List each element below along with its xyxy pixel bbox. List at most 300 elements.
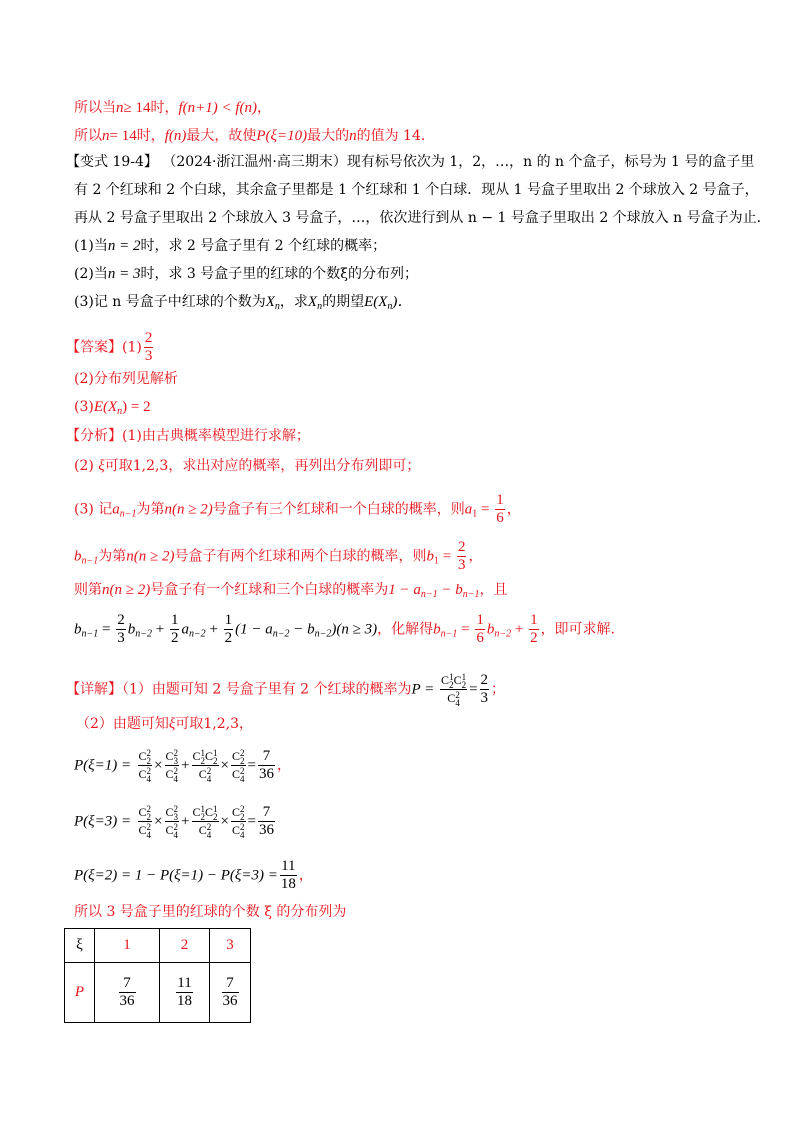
answer-label: 【答案】: [66, 339, 122, 356]
sub: 4: [173, 773, 179, 784]
numerator: 2: [144, 330, 153, 346]
script: [174, 749, 179, 765]
text: 号盒子有两个红球和两个白球的概率，则: [174, 548, 427, 565]
math: f(n): [164, 128, 187, 144]
sup: 2: [146, 821, 152, 832]
c: C: [205, 805, 214, 819]
math: =: [477, 501, 494, 518]
math: f(n+1) < f(n): [178, 100, 258, 116]
analysis-line-2: [74, 456, 420, 476]
times: ×: [154, 757, 163, 774]
table-cell: [210, 963, 251, 1023]
text: ；: [491, 681, 506, 698]
math: P(ξ=3) =: [74, 813, 132, 830]
text: (1)当: [74, 238, 108, 254]
math: n−1: [462, 589, 480, 600]
numerator: 11: [281, 858, 296, 874]
answer-line-3: [74, 397, 151, 422]
sup: 2: [146, 803, 152, 814]
text: 可取1,2,3，: [175, 716, 253, 732]
text: 时，求 3 号盒子里的红球的个数ξ的分布列；: [140, 266, 418, 282]
math: n(n ≥ 2): [126, 548, 175, 565]
times: ×: [154, 813, 163, 830]
plus: +: [181, 813, 190, 830]
equals: =: [247, 813, 256, 830]
analysis-line-5: [74, 580, 507, 605]
text: 时，: [136, 128, 165, 144]
equation-p3: [74, 804, 277, 839]
numerator: 1: [530, 612, 538, 628]
answer-line-2: (2)分布列见解析: [74, 371, 178, 387]
comb-fraction: [440, 672, 467, 707]
equation-p1: [74, 748, 291, 783]
c: C: [232, 749, 241, 763]
text: 的值为 14．: [356, 128, 435, 144]
math: n: [117, 406, 123, 417]
math: n−2: [135, 628, 152, 640]
sub: 3: [173, 755, 179, 766]
math: b: [74, 548, 82, 565]
problem-line-1: 【变式 19-4】 （2024·浙江温州·高三期末）现有标号依次为 1，2，…，n 的 n 个盒子，标号为 1 号的盒子里: [66, 154, 755, 170]
problem-line-2: 有 2 个红球和 2 个白球，其余盒子里都是 1 个红球和 1 个白球．现从 1 号盒子里取出 2 个球放入 2 号盒子，: [74, 182, 759, 198]
denominator: 3: [480, 690, 489, 706]
sup: 2: [173, 765, 179, 776]
text: 可取1,2,3，求出对应的概率，再列出分布列即可；: [104, 458, 421, 474]
numerator: [440, 672, 467, 690]
sub: 2: [240, 755, 245, 766]
table-header-xi: ξ: [65, 929, 95, 963]
fraction: [280, 858, 297, 893]
math: n(n ≥ 2): [102, 582, 151, 598]
math: n: [387, 301, 393, 312]
distribution-heading: 所以 3 号盒子里的红球的个数 ξ 的分布列为: [74, 904, 347, 920]
math: − b: [437, 582, 463, 598]
math: +: [511, 621, 528, 638]
denominator: 3: [117, 630, 125, 646]
answer-line-1: [66, 330, 155, 365]
script: [240, 767, 245, 783]
text: 所以当: [74, 100, 116, 116]
question-3: [74, 292, 412, 317]
script: [207, 823, 212, 839]
table-header-cell: 1: [95, 929, 160, 963]
math: = 14: [109, 128, 137, 144]
fraction: [224, 612, 234, 647]
c: C: [138, 767, 147, 781]
denominator: 36: [119, 993, 135, 1009]
math: X: [265, 294, 275, 310]
numerator: 1: [496, 492, 504, 508]
script: [147, 749, 152, 765]
math: 1: [472, 508, 478, 520]
denominator: 6: [496, 510, 504, 526]
text: ，即可求解.: [540, 621, 616, 638]
math: n = 3: [107, 266, 141, 282]
sub: 2: [213, 811, 218, 822]
analysis-line-4: [74, 539, 482, 574]
text: ，: [298, 867, 313, 884]
sup: 2: [206, 765, 212, 776]
math: 1: [433, 555, 439, 567]
fraction: [176, 975, 193, 1010]
text: 号盒子有一个红球和三个白球的概率为: [150, 582, 389, 598]
sup: 2: [146, 765, 152, 776]
script: [174, 805, 179, 821]
denominator: 3: [457, 557, 466, 573]
text: 为第: [98, 548, 127, 565]
math: 1 − a: [388, 582, 421, 598]
text: 时，求 2 号盒子里有 2 个红球的概率；: [140, 238, 387, 254]
times: ×: [220, 757, 229, 774]
question-1: [74, 236, 386, 256]
script: [455, 691, 460, 707]
text: (3): [74, 399, 94, 415]
math: P(ξ=2) = 1 − P(ξ=1) − P(ξ=3) =: [74, 867, 278, 884]
math: ≥ 14: [123, 100, 151, 116]
numerator: [192, 804, 219, 822]
numerator: 2: [457, 539, 466, 555]
math: =: [469, 681, 478, 698]
c: C: [453, 673, 462, 687]
script: [240, 749, 245, 765]
text: 最大的: [307, 128, 350, 144]
text: ，: [468, 548, 483, 565]
comb-fraction: [231, 748, 246, 783]
detail-line-1: [66, 672, 505, 707]
text: 所以: [74, 128, 102, 144]
sub: 4: [206, 773, 212, 784]
math: =: [98, 621, 115, 638]
numerator: 2: [480, 672, 489, 688]
math: n: [349, 128, 357, 144]
denominator: [231, 822, 246, 839]
numerator: [231, 804, 246, 822]
table-header-cell: 3: [210, 929, 251, 963]
detail-line-2: [76, 714, 253, 734]
numerator: 7: [222, 975, 239, 993]
fraction: [119, 975, 136, 1010]
text: (1): [122, 339, 142, 356]
table-row: [65, 963, 251, 1023]
fraction: [222, 975, 239, 1010]
text: ，化解得: [377, 621, 434, 638]
text: ，: [276, 757, 291, 774]
c: C: [138, 805, 147, 819]
numerator: 2: [117, 612, 125, 628]
comb-fraction: [231, 804, 246, 839]
sub: 2: [449, 679, 454, 690]
script: [174, 767, 179, 783]
sub: 4: [455, 697, 460, 708]
math: n: [274, 301, 280, 312]
sub: 3: [173, 811, 179, 822]
script: [240, 805, 245, 821]
math: a: [464, 501, 473, 518]
script: [213, 805, 218, 821]
sup: 2: [173, 803, 179, 814]
fraction: [258, 748, 275, 783]
denominator: 3: [144, 348, 153, 364]
sub: 2: [146, 755, 152, 766]
text: 则第: [74, 582, 102, 598]
denominator: [231, 766, 246, 783]
denominator: [192, 822, 219, 839]
text: ，求: [279, 294, 308, 310]
c: C: [232, 805, 241, 819]
c: C: [138, 823, 147, 837]
math: n: [102, 128, 110, 144]
conclusion-line-1: [74, 98, 271, 118]
analysis-line-3: [74, 492, 521, 527]
table-cell: [160, 963, 210, 1023]
sub: 4: [240, 773, 245, 784]
text: (3) 记: [74, 501, 113, 518]
script: [147, 767, 152, 783]
math: )．: [392, 294, 413, 310]
numerator: [138, 748, 153, 766]
denominator: 18: [280, 876, 296, 892]
sup: 1: [200, 747, 206, 758]
sup: 2: [240, 765, 245, 776]
math: a: [112, 501, 120, 518]
math: P =: [411, 681, 439, 698]
math: ξ: [98, 458, 105, 474]
conclusion-line-2: [74, 126, 435, 146]
math: n−1: [440, 628, 458, 640]
math: b: [127, 621, 136, 638]
sub: 2: [213, 755, 218, 766]
script: [174, 823, 179, 839]
text: (3)记 n 号盒子中红球的个数为: [74, 294, 266, 310]
c: C: [165, 823, 174, 837]
math: +: [205, 621, 222, 638]
comb-fraction: [138, 804, 153, 839]
text: 号盒子有三个红球和一个白球的概率，则: [212, 501, 465, 518]
script: [147, 805, 152, 821]
plus: +: [181, 757, 190, 774]
math: +: [151, 621, 168, 638]
denominator: 36: [258, 822, 274, 838]
denominator: 2: [224, 630, 233, 646]
sup: 2: [455, 689, 460, 700]
numerator: [192, 748, 219, 766]
math: =: [438, 548, 455, 565]
sup: 1: [213, 803, 218, 814]
fraction: [495, 492, 505, 527]
math: n: [116, 100, 124, 116]
text: (1)由古典概率模型进行求解；: [122, 428, 310, 444]
text: （1）由题可知 2 号盒子里有 2 个红球的概率为: [122, 681, 412, 698]
text: ，: [257, 100, 272, 116]
math: E(X: [364, 294, 388, 310]
c: C: [192, 749, 201, 763]
text: 的期望: [322, 294, 365, 310]
sup: 2: [206, 821, 212, 832]
comb-fraction: [165, 748, 180, 783]
numerator: [138, 804, 153, 822]
analysis-label: 【分析】: [66, 428, 122, 444]
c: C: [138, 749, 147, 763]
math: =: [457, 621, 474, 638]
fraction: [170, 612, 180, 647]
text: 最大，故使: [186, 128, 257, 144]
numerator: 1: [170, 612, 179, 628]
detail-label: 【详解】: [66, 681, 122, 698]
fraction: [144, 330, 154, 365]
script: [147, 823, 152, 839]
script: [462, 673, 467, 689]
c: C: [232, 823, 241, 837]
script: [213, 749, 218, 765]
text: (2)当: [74, 266, 108, 282]
c: C: [205, 749, 214, 763]
math: a: [181, 621, 189, 638]
sup: 1: [461, 671, 467, 682]
numerator: 1: [224, 612, 233, 628]
sub: 4: [206, 829, 212, 840]
sup: 2: [146, 747, 152, 758]
sup: 2: [173, 821, 179, 832]
comb-fraction: [192, 804, 219, 839]
denominator: [138, 766, 153, 783]
fraction: [529, 612, 539, 647]
sub: 4: [146, 829, 152, 840]
math: b: [486, 621, 495, 638]
table-row-label: P: [65, 963, 95, 1023]
problem-line-3: 再从 2 号盒子里取出 2 个球放入 3 号盒子，…，依次进行到从 n − 1 号盒子里取出 2 个球放入 n 号盒子为止．: [74, 210, 771, 226]
denominator: 6: [476, 630, 484, 646]
c: C: [165, 749, 174, 763]
numerator: 7: [119, 975, 136, 993]
numerator: [165, 804, 180, 822]
denominator: [138, 822, 153, 839]
c: C: [165, 767, 174, 781]
denominator: 2: [170, 630, 179, 646]
numerator: [165, 748, 180, 766]
comb-fraction: [165, 804, 180, 839]
distribution-table: [64, 928, 251, 1023]
table-row: [65, 929, 251, 963]
math: )(n ≥ 3): [331, 621, 378, 638]
sup: 1: [449, 671, 454, 682]
numerator: [231, 748, 246, 766]
sub: 4: [173, 829, 179, 840]
sup: 1: [200, 803, 206, 814]
denominator: [440, 690, 467, 707]
table-cell: [95, 963, 160, 1023]
c: C: [198, 823, 207, 837]
math: n−1: [81, 555, 99, 567]
analysis-line-1: [66, 426, 310, 446]
math: E(X: [93, 399, 118, 415]
comb-fraction: [192, 748, 219, 783]
c: C: [165, 805, 174, 819]
comb-fraction: [138, 748, 153, 783]
fraction: [457, 539, 467, 574]
question-2: [74, 264, 418, 284]
c: C: [198, 767, 207, 781]
math: n−2: [188, 628, 206, 640]
text: 时，: [150, 100, 179, 116]
math: n−1: [119, 508, 137, 520]
math: n−2: [314, 628, 332, 640]
math: b: [433, 621, 441, 638]
sup: 1: [213, 747, 218, 758]
script: [240, 823, 245, 839]
sup: 2: [240, 803, 245, 814]
denominator: 36: [222, 993, 238, 1009]
fraction: [116, 612, 126, 647]
sub: 2: [200, 755, 206, 766]
fraction: [475, 612, 485, 647]
table-header-cell: 2: [160, 929, 210, 963]
sub: 2: [200, 811, 206, 822]
c: C: [447, 691, 456, 705]
text: ，且: [479, 582, 508, 598]
denominator: [165, 822, 180, 839]
math: ) = 2: [122, 399, 151, 415]
math: n−1: [81, 628, 99, 640]
text: (2): [74, 458, 99, 474]
c: C: [441, 673, 450, 687]
c: C: [192, 805, 201, 819]
math: n−1: [420, 589, 438, 600]
numerator: 1: [476, 612, 484, 628]
math: n−2: [494, 628, 512, 640]
sup: 2: [173, 747, 179, 758]
denominator: [165, 766, 180, 783]
sub: 2: [240, 811, 245, 822]
math: b: [426, 548, 434, 565]
math: X: [307, 294, 318, 310]
denominator: [192, 766, 219, 783]
sub: 2: [461, 679, 467, 690]
sub: 4: [240, 829, 245, 840]
equals: =: [247, 757, 256, 774]
text: （2）由题可知: [76, 716, 169, 732]
equation-p2: [74, 858, 313, 893]
math: P(ξ=10): [256, 128, 308, 144]
analysis-line-6: [74, 612, 615, 647]
fraction: [258, 804, 275, 839]
math: (1 − a: [235, 621, 273, 638]
sub: 2: [146, 811, 152, 822]
sup: 2: [240, 747, 245, 758]
times: ×: [220, 813, 229, 830]
sub: 4: [146, 773, 152, 784]
text: ，: [506, 501, 521, 518]
math: b: [74, 621, 82, 638]
numerator: 7: [258, 748, 275, 766]
text: 为第: [136, 501, 165, 518]
math: n−2: [272, 628, 290, 640]
numerator: 11: [177, 975, 192, 991]
denominator: 18: [177, 993, 192, 1009]
math: n: [317, 301, 323, 312]
math: − b: [289, 621, 315, 638]
math: P(ξ=1) =: [74, 757, 132, 774]
script: [207, 767, 212, 783]
sup: 2: [240, 821, 245, 832]
c: C: [232, 767, 241, 781]
denominator: 36: [258, 766, 274, 782]
denominator: 2: [530, 630, 538, 646]
math: n = 2: [107, 238, 141, 254]
math: n(n ≥ 2): [164, 501, 213, 518]
numerator: 7: [258, 804, 275, 822]
fraction: [480, 672, 490, 707]
math: ξ: [168, 716, 176, 732]
